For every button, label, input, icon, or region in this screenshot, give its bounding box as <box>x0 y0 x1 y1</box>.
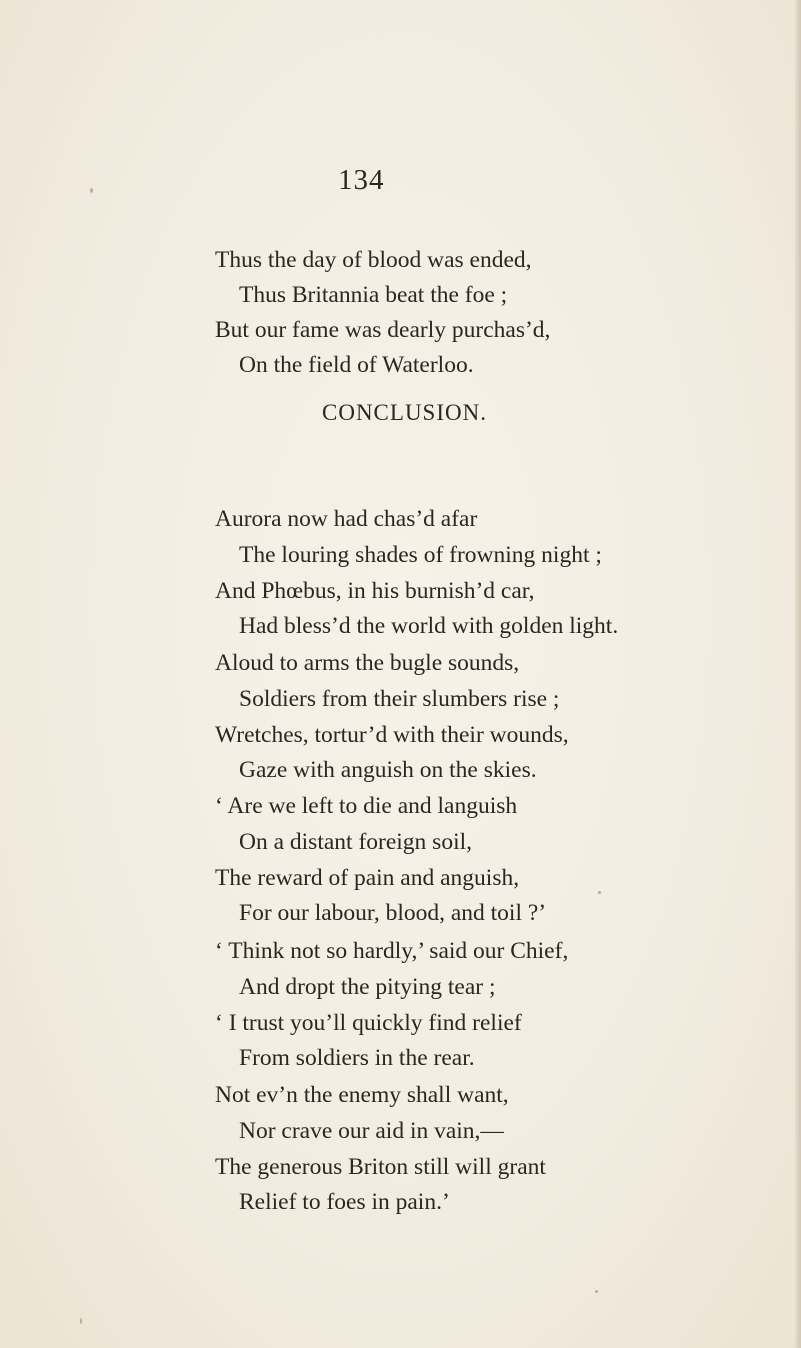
paper-speck <box>80 1318 82 1324</box>
verse-line: The generous Briton still will grant <box>215 1154 546 1180</box>
page-number: 134 <box>338 164 385 196</box>
verse-line: But our fame was dearly purchas’d, <box>215 317 551 343</box>
verse-line: And Phœbus, in his burnish’d car, <box>215 578 535 604</box>
paper-speck <box>90 188 93 193</box>
verse-line: Not ev’n the enemy shall want, <box>215 1082 509 1108</box>
verse-line: ‘ Think not so hardly,’ said our Chief, <box>215 938 569 964</box>
verse-line: Aurora now had chas’d afar <box>215 506 478 532</box>
verse-line: Aloud to arms the bugle sounds, <box>215 650 520 676</box>
section-heading: CONCLUSION. <box>322 400 487 425</box>
verse-line: Had bless’d the world with golden light. <box>239 613 619 639</box>
page-edge <box>795 0 801 1348</box>
verse-line: For our labour, blood, and toil ?’ <box>239 900 547 926</box>
verse-line: Nor crave our aid in vain,— <box>239 1118 504 1144</box>
verse-line: Soldiers from their slumbers rise ; <box>239 686 560 712</box>
paper-speck <box>595 1290 598 1293</box>
verse-line: ‘ Are we left to die and languish <box>215 793 518 819</box>
verse-line: From soldiers in the rear. <box>239 1045 475 1071</box>
verse-line: Thus the day of blood was ended, <box>215 247 532 273</box>
verse-line: And dropt the pitying tear ; <box>239 974 496 1000</box>
verse-line: Thus Britannia beat the foe ; <box>239 282 508 308</box>
verse-line: The reward of pain and anguish, <box>215 865 520 891</box>
verse-line: The louring shades of frowning night ; <box>239 542 602 568</box>
verse-line: On the field of Waterloo. <box>239 352 474 378</box>
verse-line: ‘ I trust you’ll quickly find relief <box>215 1010 522 1036</box>
paper-speck <box>598 891 601 894</box>
verse-line: On a distant foreign soil, <box>239 829 473 855</box>
verse-line: Gaze with anguish on the skies. <box>239 757 537 783</box>
verse-line: Wretches, tortur’d with their wounds, <box>215 722 569 748</box>
verse-line: Relief to foes in pain.’ <box>239 1189 450 1215</box>
